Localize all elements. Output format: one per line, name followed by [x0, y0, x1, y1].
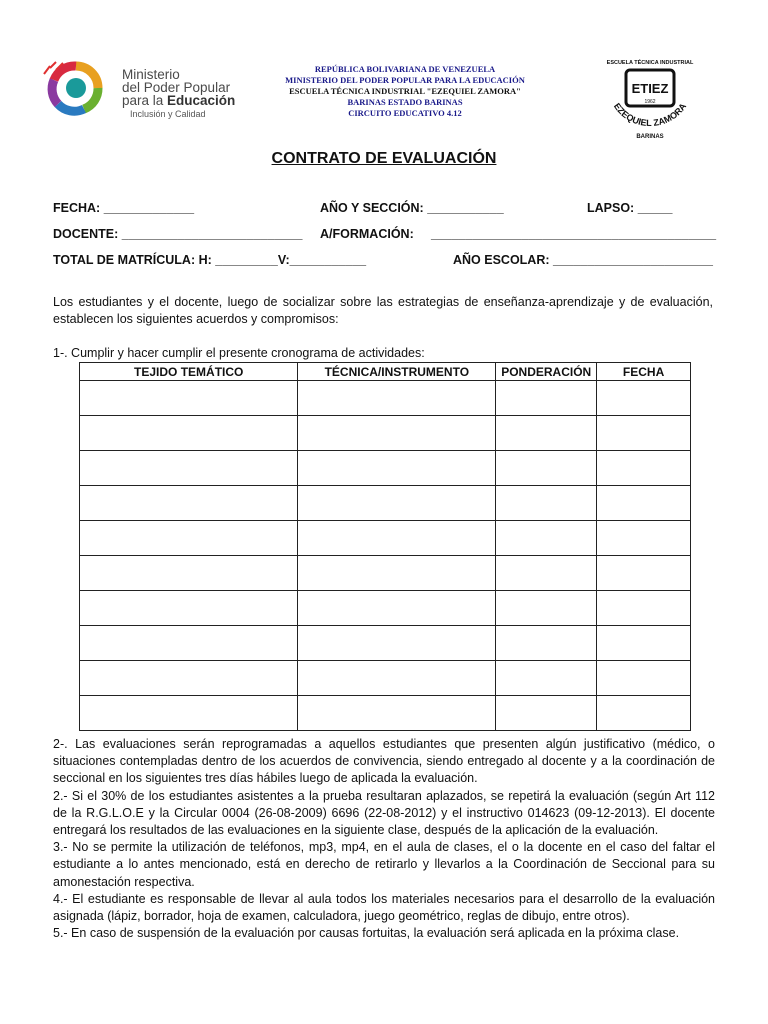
ministry-line3-prefix: para la: [122, 93, 168, 108]
agreement-item-1: 1-. Cumplir y hacer cumplir el presente cronograma de actividades:: [53, 346, 425, 360]
table-cell[interactable]: [298, 696, 496, 731]
table-cell[interactable]: [496, 696, 597, 731]
table-cell[interactable]: [80, 591, 298, 626]
table-cell[interactable]: [298, 661, 496, 696]
table-cell[interactable]: [496, 626, 597, 661]
table-cell[interactable]: [597, 521, 691, 556]
table-row: [80, 521, 691, 556]
table-cell[interactable]: [597, 661, 691, 696]
header-line-4: BARINAS ESTADO BARINAS: [347, 97, 463, 107]
table-cell[interactable]: [298, 381, 496, 416]
school-logo-monogram: ETIEZ: [631, 81, 669, 96]
table-cell[interactable]: [298, 556, 496, 591]
table-row: [80, 381, 691, 416]
header-line-2: MINISTERIO DEL PODER POPULAR PARA LA EDUCACIÓN: [285, 75, 525, 85]
table-cell[interactable]: [80, 416, 298, 451]
table-cell[interactable]: [496, 451, 597, 486]
field-a-formacion[interactable]: _________________________________________: [431, 227, 717, 241]
ministry-ring-icon: [36, 60, 116, 116]
table-row: [80, 591, 691, 626]
table-cell[interactable]: [298, 626, 496, 661]
table-cell[interactable]: [597, 416, 691, 451]
table-cell[interactable]: [80, 486, 298, 521]
table-cell[interactable]: [496, 591, 597, 626]
field-docente[interactable]: DOCENTE: __________________________: [53, 227, 303, 241]
table-cell[interactable]: [597, 451, 691, 486]
table-cell[interactable]: [496, 486, 597, 521]
table-row: [80, 626, 691, 661]
header-line-1: REPÚBLICA BOLIVARIANA DE VENEZUELA: [314, 64, 496, 74]
table-cell[interactable]: [496, 416, 597, 451]
school-logo-top-text: ESCUELA TÉCNICA INDUSTRIAL: [606, 60, 694, 66]
page-title: CONTRATO DE EVALUACIÓN: [271, 150, 497, 167]
agreement-item-3: 3.- No se permite la utilización de teléfonos, mp3, mp4, en el aula de clases, el o la docente en el caso del faltar el estudiante a lo antes mencionado, está en derecho de retirarlo y llevarlos a la Coordinación de Seccional para su amonestación respectiva.: [53, 840, 715, 889]
table-cell[interactable]: [80, 381, 298, 416]
table-cell[interactable]: [597, 591, 691, 626]
table-cell[interactable]: [80, 556, 298, 591]
table-cell[interactable]: [496, 381, 597, 416]
header-tecnica-instrumento: TÉCNICA/INSTRUMENTO: [298, 363, 496, 381]
table-cell[interactable]: [597, 381, 691, 416]
table-cell[interactable]: [298, 591, 496, 626]
table-cell[interactable]: [298, 486, 496, 521]
ministry-tagline: Inclusión y Calidad: [130, 109, 206, 119]
school-logo-arc-text: EZEQUIEL ZAMORA: [611, 101, 689, 129]
field-a-formacion-label: A/FORMACIÓN:: [320, 227, 414, 241]
field-lapso[interactable]: LAPSO: _____: [587, 201, 673, 215]
school-logo-year: 1962: [644, 99, 656, 105]
ministry-line3-bold: Educación: [167, 93, 236, 108]
table-cell[interactable]: [298, 521, 496, 556]
table-cell[interactable]: [597, 486, 691, 521]
field-anio-seccion[interactable]: AÑO Y SECCIÓN: ___________: [320, 201, 504, 215]
table-cell[interactable]: [298, 451, 496, 486]
agreement-item-4: 4.- El estudiante es responsable de llevar al aula todos los materiales necesarios para el desarrollo de la evaluación asignada (lápiz, borrador, hoja de examen, calculadora, juego geométrico, reglas de dibujo, entre otros).: [53, 891, 715, 924]
school-logo-bottom-text: BARINAS: [636, 134, 664, 140]
table-cell[interactable]: [496, 521, 597, 556]
header-tejido-tematico: TEJIDO TEMÁTICO: [80, 363, 298, 381]
table-cell[interactable]: [80, 626, 298, 661]
table-cell[interactable]: [496, 661, 597, 696]
activity-schedule-table: [79, 362, 691, 731]
ministry-line1: Ministerio: [122, 67, 180, 82]
table-cell[interactable]: [80, 696, 298, 731]
table-cell[interactable]: [597, 696, 691, 731]
table-row: [80, 451, 691, 486]
agreements-list: [53, 736, 715, 942]
table-cell[interactable]: [80, 451, 298, 486]
table-row: [80, 661, 691, 696]
header-ponderacion: PONDERACIÓN: [496, 363, 597, 381]
header-fecha: FECHA: [597, 363, 691, 381]
header-line-3: ESCUELA TÉCNICA INDUSTRIAL "EZEQUIEL ZAMORA": [289, 86, 521, 96]
field-fecha[interactable]: FECHA: _____________: [53, 201, 195, 215]
agreement-item-5: 5.- En caso de suspensión de la evaluación por causas fortuitas, la evaluación será aplicada en la próxima clase.: [53, 926, 680, 941]
field-anio-escolar[interactable]: AÑO ESCOLAR: _______________________: [453, 253, 713, 267]
table-header-row: [80, 363, 691, 381]
ministry-line2: del Poder Popular: [122, 80, 231, 95]
table-cell[interactable]: [80, 661, 298, 696]
table-cell[interactable]: [496, 556, 597, 591]
field-total-matricula[interactable]: TOTAL DE MATRÍCULA: H: _________V:___________: [53, 253, 367, 267]
table-row: [80, 416, 691, 451]
table-row: [80, 486, 691, 521]
table-cell[interactable]: [298, 416, 496, 451]
table-row: [80, 556, 691, 591]
institution-header: [262, 64, 548, 119]
intro-paragraph: Los estudiantes y el docente, luego de socializar sobre las estrategias de enseñanza-aprendizaje y de evaluación, establecen los siguientes acuerdos y compromisos:: [53, 295, 713, 326]
table-row: [80, 696, 691, 731]
agreement-item-2: 2-. Las evaluaciones serán reprogramadas a aquellos estudiantes que presenten algún justificativo (médico, o situaciones contempladas dentro de los acuerdos de convivencia, siendo entregado al docente y a la coordinación de seccional en los siguientes tres días hábiles luego de aplicada la evaluación.: [53, 737, 715, 786]
table-cell[interactable]: [80, 521, 298, 556]
agreement-item-2b: 2.- Si el 30% de los estudiantes asistentes a la prueba resultaran aplazados, se repetirá la evaluación (según Art 112 de la R.G.L.O.E y la Circular 0004 (26-08-2009) 6696 (22-08-2012) y el instructivo 014623 (09-12-2013). El docente entregará los resultados de las evaluaciones en la siguiente clase, después de la aplicación de la evaluación.: [53, 788, 715, 838]
school-logo: [600, 56, 700, 140]
table-cell[interactable]: [597, 626, 691, 661]
ministry-logo: [30, 56, 260, 126]
table-cell[interactable]: [597, 556, 691, 591]
header-line-5: CIRCUITO EDUCATIVO 4.12: [348, 108, 462, 118]
